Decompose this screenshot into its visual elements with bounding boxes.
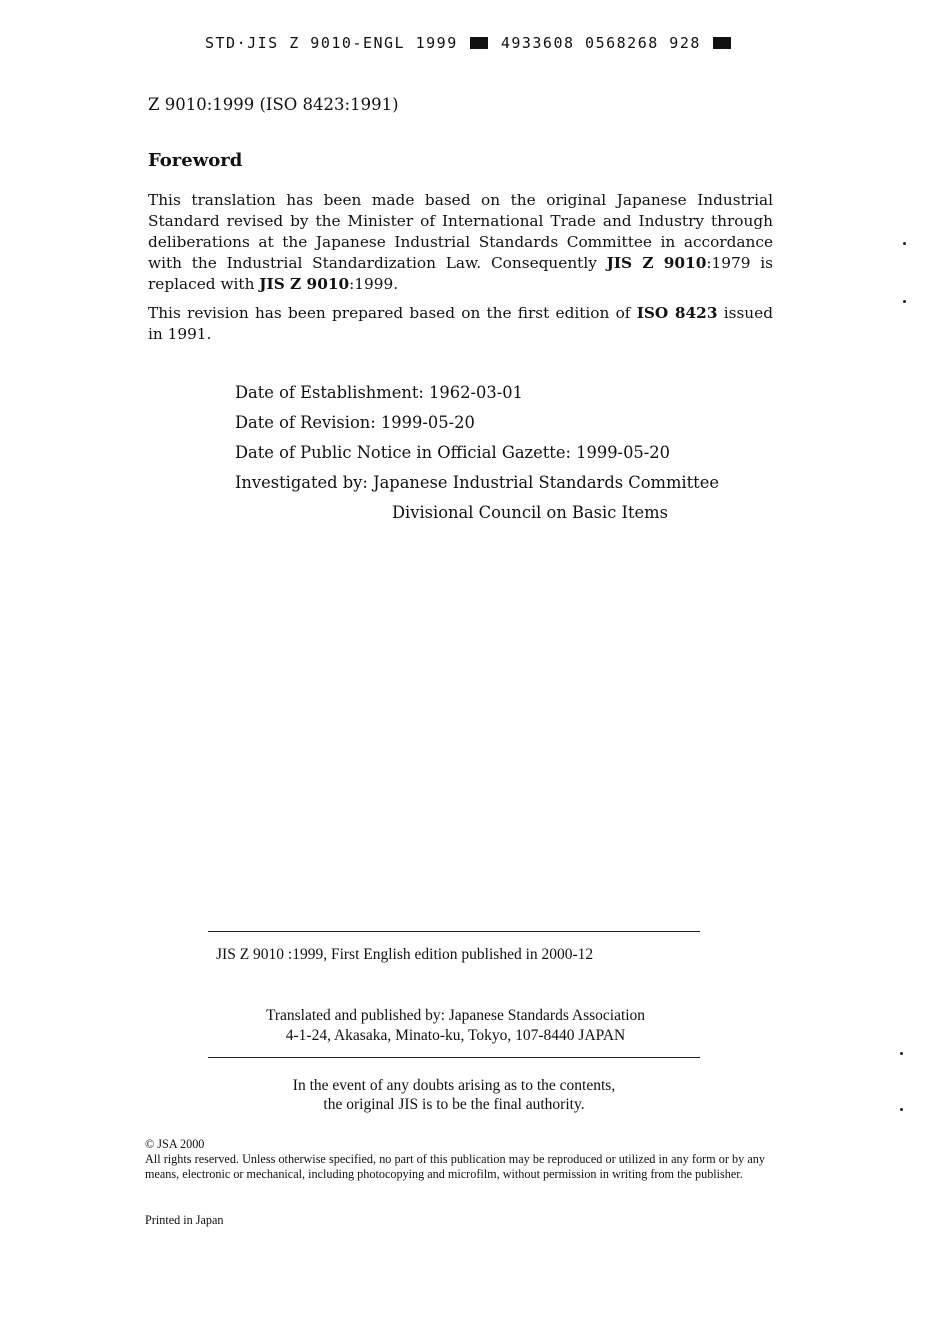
header-block-mark [713, 37, 731, 49]
scan-speck [903, 300, 906, 303]
printed-in: Printed in Japan [145, 1213, 224, 1227]
page-header-code [205, 34, 785, 52]
code-numbers: 4933608 0568268 928 [500, 34, 701, 52]
investigated-committee: Japanese Industrial Standards Committee [373, 473, 719, 492]
foreword-paragraph-1 [148, 190, 773, 295]
para2-text: This revision has been prepared based on the first edition of [148, 304, 637, 322]
date-of-establishment: Date of Establishment: 1962-03-01 [235, 383, 523, 402]
foreword-heading: Foreword [148, 150, 243, 171]
investigated-council: Divisional Council on Basic Items [392, 503, 668, 522]
para1-text: :1979 is replaced with [148, 254, 773, 293]
para1-jis-old: JIS Z 9010 [606, 254, 707, 272]
scan-speck [900, 1052, 903, 1055]
header-block-mark [470, 37, 488, 49]
scan-speck [903, 242, 906, 245]
standard-id: Z 9010:1999 (ISO 8423:1991) [148, 95, 399, 114]
edition-line: JIS Z 9010 :1999, First English edition published in 2000-12 [216, 946, 594, 963]
para1-text: :1999. [349, 275, 399, 293]
copyright-line: © JSA 2000 [145, 1137, 205, 1151]
date-of-revision: Date of Revision: 1999-05-20 [235, 413, 475, 432]
scan-speck [900, 1108, 903, 1111]
para1-jis-new: JIS Z 9010 [259, 275, 350, 293]
foreword-paragraph-2 [148, 303, 773, 345]
para2-text: issued in 1991. [148, 304, 773, 343]
std-code: STD·JIS Z 9010-ENGL 1999 [205, 34, 458, 52]
investigated-label: Investigated by: [235, 473, 368, 492]
divider-top [208, 931, 700, 932]
publisher-address: 4-1-24, Akasaka, Minato-ku, Tokyo, 107-8440 JAPAN [285, 1027, 626, 1044]
authority-notice [208, 1076, 700, 1114]
divider-bottom [208, 1057, 700, 1058]
para2-iso: ISO 8423 [636, 304, 718, 322]
date-of-public-notice: Date of Public Notice in Official Gazette: 1999-05-20 [235, 443, 670, 462]
rights-notice: All rights reserved. Unless otherwise specified, no part of this publication may be reproduced or utilized in any form or by any means, electronic or mechanical, including photocopying and microfilm, without permission in writing from the publisher. [145, 1152, 765, 1181]
publisher-block [213, 1006, 698, 1046]
investigated-by [235, 473, 719, 492]
para1-text: This translation has been made based on the original Japanese Industrial Standard revised by the Minister of International Trade and Industry through deliberations at the Japanese Industrial Standards Committee in accordance with the Industrial Standardization Law. Consequently [148, 191, 773, 272]
copyright-block [145, 1137, 765, 1182]
publisher-line: Translated and published by: Japanese Standards Association [265, 1007, 646, 1024]
authority-notice-line-2: the original JIS is to be the final authority. [323, 1096, 585, 1113]
authority-notice-line-1: In the event of any doubts arising as to the contents, [292, 1077, 616, 1094]
